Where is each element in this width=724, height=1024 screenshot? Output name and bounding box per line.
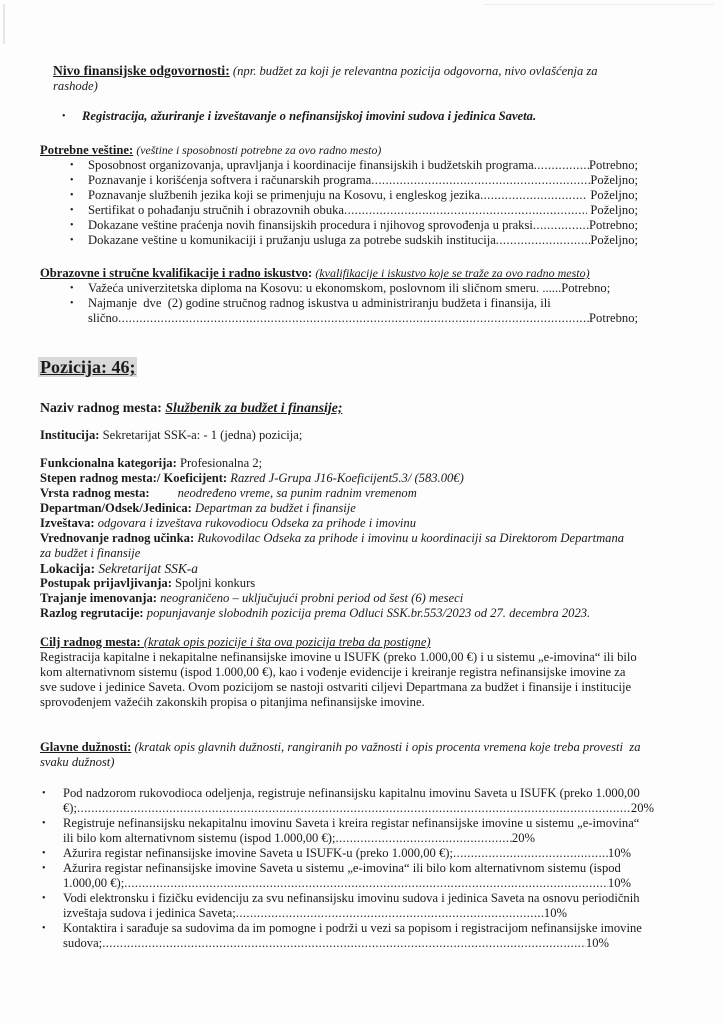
duty-item (42, 921, 654, 951)
qualifications-colon: : (307, 266, 313, 280)
skill-status: Poželjno; (590, 233, 638, 247)
duty-item (42, 891, 654, 921)
duties-note: (kratak opis glavnih dužnosti, rangiranih po važnosti i opis procenta vremena koje treba provesti za (131, 740, 641, 754)
job-name-label: Naziv radnog mesta: (40, 400, 166, 415)
job-name-value: Službenik za budžet i finansije; (165, 400, 343, 415)
qualification-text: Najmanje dve (2) godine stručnog radnog iskustva u administriranju budžeta i finansija, ili (88, 296, 551, 310)
detail-label: Departman/Odsek/Jedinica: (40, 501, 192, 515)
detail-label: Vrednovanje radnog učinka: (40, 531, 195, 545)
detail-label: Izveštava: (40, 516, 95, 530)
skill-text: Poznavanje i korišćenja softvera i računarskih programa (88, 173, 372, 187)
goal-line: sprovođenjem važećih zakonskih propisa o pitanjima nefinansijske imovine. (40, 695, 425, 709)
duty-percent: 10% (585, 936, 609, 950)
duty-item (42, 816, 654, 846)
duty-text-cont: €); (63, 801, 77, 815)
detail-value: neodređeno vreme, sa punim radnim vremenom (177, 486, 417, 500)
duty-percent: 20% (511, 831, 535, 845)
duty-text: Ažurira registar nefinansijske imovine Saveta u ISUFK-u (preko 1.000,00 €); (63, 846, 453, 860)
duty-item (42, 846, 654, 861)
scan-edge-top (484, 4, 714, 5)
qualification-item (70, 281, 638, 296)
bullet-icon: • (42, 863, 46, 874)
dot-leader (480, 188, 587, 203)
duty-text: Kontaktira i sarađuje sa sudovima da im pomogne i podrži u vezi sa popisom i registracijom nefinansijske imovine (63, 921, 642, 935)
duties-note-cont: svaku dužnost) (40, 755, 115, 769)
bullet-icon: • (70, 190, 74, 201)
detail-label: Trajanje imenovanja: (40, 591, 157, 605)
detail-line-cont: za budžet i finansije (40, 546, 141, 560)
job-name-line (40, 400, 680, 415)
qualifications-heading: Obrazovne i stručne kvalifikacije i radno iskustvo (40, 266, 308, 280)
detail-value: odgovara i izveštava rukovodiocu Odseka za prihode i imovinu (94, 516, 416, 530)
bullet-icon: • (70, 205, 74, 216)
skill-text: Sposobnost organizovanja, upravljanja i koordinacije finansijskih i budžetskih programa (88, 158, 534, 172)
detail-line (40, 531, 690, 546)
detail-label: Postupak prijavljivanja: (40, 576, 172, 590)
bullet-icon: • (42, 818, 46, 829)
position-details (40, 456, 690, 621)
qualification-item (70, 296, 638, 326)
skill-item (70, 173, 638, 188)
skill-status: Poželjno; (590, 173, 638, 187)
detail-line (40, 501, 690, 516)
skills-heading: Potrebne veštine: (40, 143, 134, 157)
qualification-text: Važeća univerzitetska diploma na Kosovu: u ekonomskom, poslovnom ili sličnom smeru. ......Potrebno; (88, 281, 611, 295)
duty-percent: 10% (607, 876, 631, 890)
goal-note: (kratak opis pozicije i šta ova pozicija treba da postigne) (140, 635, 431, 649)
financial-responsibility-list (62, 109, 682, 124)
detail-line (40, 561, 690, 576)
goal-heading: Cilj radnog mesta: (40, 635, 141, 649)
skill-item (70, 158, 638, 173)
detail-line (40, 576, 690, 591)
duties-list (42, 786, 654, 951)
duty-percent: 10% (607, 846, 631, 860)
dot-leader (77, 801, 631, 816)
dot-leader (118, 311, 589, 326)
financial-responsibility-section (53, 63, 673, 94)
financial-responsibility-note: (npr. budžet za koji je relevantna pozicija odgovorna, nivo ovlašćenja za (232, 64, 598, 78)
dot-leader (336, 831, 512, 846)
skill-status: Poželjno; (587, 203, 638, 217)
detail-label: Lokacija: (40, 561, 96, 576)
detail-line (40, 591, 690, 606)
dot-leader (496, 233, 591, 248)
institution-value: Sekretarijat SSK-a: - 1 (jedna) pozicija; (99, 428, 303, 442)
dot-leader (533, 218, 589, 233)
duty-text: Registruje nefinansijsku nekapitalnu imovinu Saveta i kreira registar nefinansijske imovine u sistemu „e-imovina“ (63, 816, 640, 830)
bullet-icon: • (70, 235, 74, 246)
duties-section-header (40, 740, 690, 770)
bullet-icon: • (42, 788, 46, 799)
scan-edge (3, 4, 5, 44)
detail-value: Sekretarijat SSK-a (95, 561, 198, 576)
dot-leader (371, 173, 590, 188)
duty-text-cont: izveštaja sudova i jedinica Saveta; (63, 906, 236, 920)
qualifications-list (70, 281, 638, 326)
position-title-wrap (38, 357, 137, 377)
skill-item (70, 188, 638, 203)
skill-text: Sertifikat o pohađanju stručnih i obrazovnih obuka (88, 203, 345, 217)
goal-line: kom alternativnom sistemu (ispod 1.000,00 €), kao i vođenje evidencije i kreiranje registra nefinansijske imovine za (40, 665, 626, 679)
duty-text-cont: sudova; (63, 936, 103, 950)
skill-item (70, 218, 638, 233)
dot-leader (344, 203, 587, 218)
goal-line: Registracija kapitalne i nekapitalne nefinansijske imovine u ISUFK (preko 1.000,00 €) i u sistemu „e-imovina“ ili bilo (40, 650, 637, 664)
detail-line (40, 471, 690, 486)
financial-responsibility-heading: Nivo finansijske odgovornosti: (53, 63, 230, 78)
bullet-icon: • (42, 893, 46, 904)
detail-label: Razlog regrutacije: (40, 606, 144, 620)
qualifications-section-header (40, 266, 690, 281)
bullet-icon: • (70, 160, 74, 171)
detail-value: neograničeno – uključujući probni period od šest (6) meseci (156, 591, 464, 605)
duty-item (42, 786, 654, 816)
skill-text: Dokazane veštine praćenja novih finansijskih procedura i njihovog sprovođenja u praksi (88, 218, 533, 232)
bullet-icon: • (42, 848, 46, 859)
qualifications-note: (kvalifikacije i iskustvo koje se traže za ovo radno mesto) (315, 266, 590, 280)
bullet-icon: • (62, 111, 66, 122)
skill-status: Poželjno; (587, 188, 638, 202)
duty-text-cont: ili bilo kom alternativnom sistemu (ispod 1.000,00 €); (63, 831, 336, 845)
duty-percent: 10% (543, 906, 567, 920)
duty-text: Pod nadzorom rukovodioca odeljenja, registruje nefinansijsku kapitalnu imovinu Saveta u ISUFK (preko 1.000,00 (63, 786, 640, 800)
dot-leader (124, 876, 608, 891)
bullet-icon: • (70, 220, 74, 231)
detail-label: Funkcionalna kategorija: (40, 456, 177, 470)
detail-value: popunjavanje slobodnih pozicija prema Odluci SSK.br.553/2023 od 27. decembra 2023. (143, 606, 591, 620)
bullet-icon: • (42, 923, 46, 934)
dot-leader (534, 158, 589, 173)
list-item-text: Registracija, ažuriranje i izveštavanje o nefinansijskoj imovini sudova i jedinica Saveta. (82, 109, 537, 123)
skill-status: Potrebno; (589, 218, 638, 232)
duty-text: Vodi elektronsku i fizičku evidenciju za svu nefinansijsku imovinu sudova i jedinica Saveta na osnovu periodičnih (63, 891, 640, 905)
duties-heading: Glavne dužnosti: (40, 740, 132, 754)
qualification-text-cont: slično (88, 311, 119, 325)
detail-value: Razred J-Grupa J16-Koeficijent5.3/ (583.00€) (227, 471, 464, 485)
duty-item (42, 861, 654, 891)
goal-section (40, 635, 690, 710)
skills-list (70, 158, 638, 248)
detail-line (40, 606, 690, 621)
skills-note: (veštine i sposobnosti potrebne za ovo radno mesto) (136, 143, 382, 157)
dot-leader (102, 936, 586, 951)
financial-responsibility-note-cont: rashode) (53, 79, 98, 93)
qualification-status: Potrebno; (589, 311, 638, 325)
institution-line (40, 428, 680, 443)
skill-text: Poznavanje službenih jezika koji se primenjuju na Kosovu, i engleskog jezika (88, 188, 481, 202)
detail-line (40, 516, 690, 531)
detail-line (40, 456, 690, 471)
bullet-icon: • (70, 175, 74, 186)
institution-label: Institucija: (40, 428, 100, 442)
detail-value: Rukovodilac Odseka za prihode i imovinu u koordinaciji sa Direktorom Departmana (194, 531, 625, 545)
detail-value: Spoljni konkurs (171, 576, 256, 590)
list-item (62, 109, 682, 124)
skill-text: Dokazane veštine u komunikaciji i pružanju usluga za potrebe sudskih institucija (88, 233, 496, 247)
position-title: Pozicija: 46; (40, 357, 136, 377)
dot-leader (453, 846, 608, 861)
detail-line (40, 486, 690, 501)
duty-text: Ažurira registar nefinansijske imovine Saveta u sistemu „e-imovina“ ili bilo kom alternativnom sistemu (ispod (63, 861, 621, 875)
skill-status: Potrebno; (589, 158, 638, 172)
duty-percent: 20% (630, 801, 654, 815)
skills-section-header (40, 143, 680, 158)
detail-label: Vrsta radnog mesta: (40, 486, 150, 500)
goal-line: sve sudove i jedinice Saveta. Ovom pozicijom se nastoji ostvariti ciljevi Departmana za budžet i finansije i institucije (40, 680, 632, 694)
duty-text-cont: 1.000,00 €); (63, 876, 125, 890)
detail-label: Stepen radnog mesta:/ Koeficijent: (40, 471, 228, 485)
bullet-icon: • (70, 298, 74, 309)
skill-item (70, 233, 638, 248)
bullet-icon: • (70, 283, 74, 294)
dot-leader (236, 906, 544, 921)
detail-value: Profesionalna 2; (176, 456, 263, 470)
detail-value: Departman za budžet i finansije (191, 501, 356, 515)
skill-item (70, 203, 638, 218)
